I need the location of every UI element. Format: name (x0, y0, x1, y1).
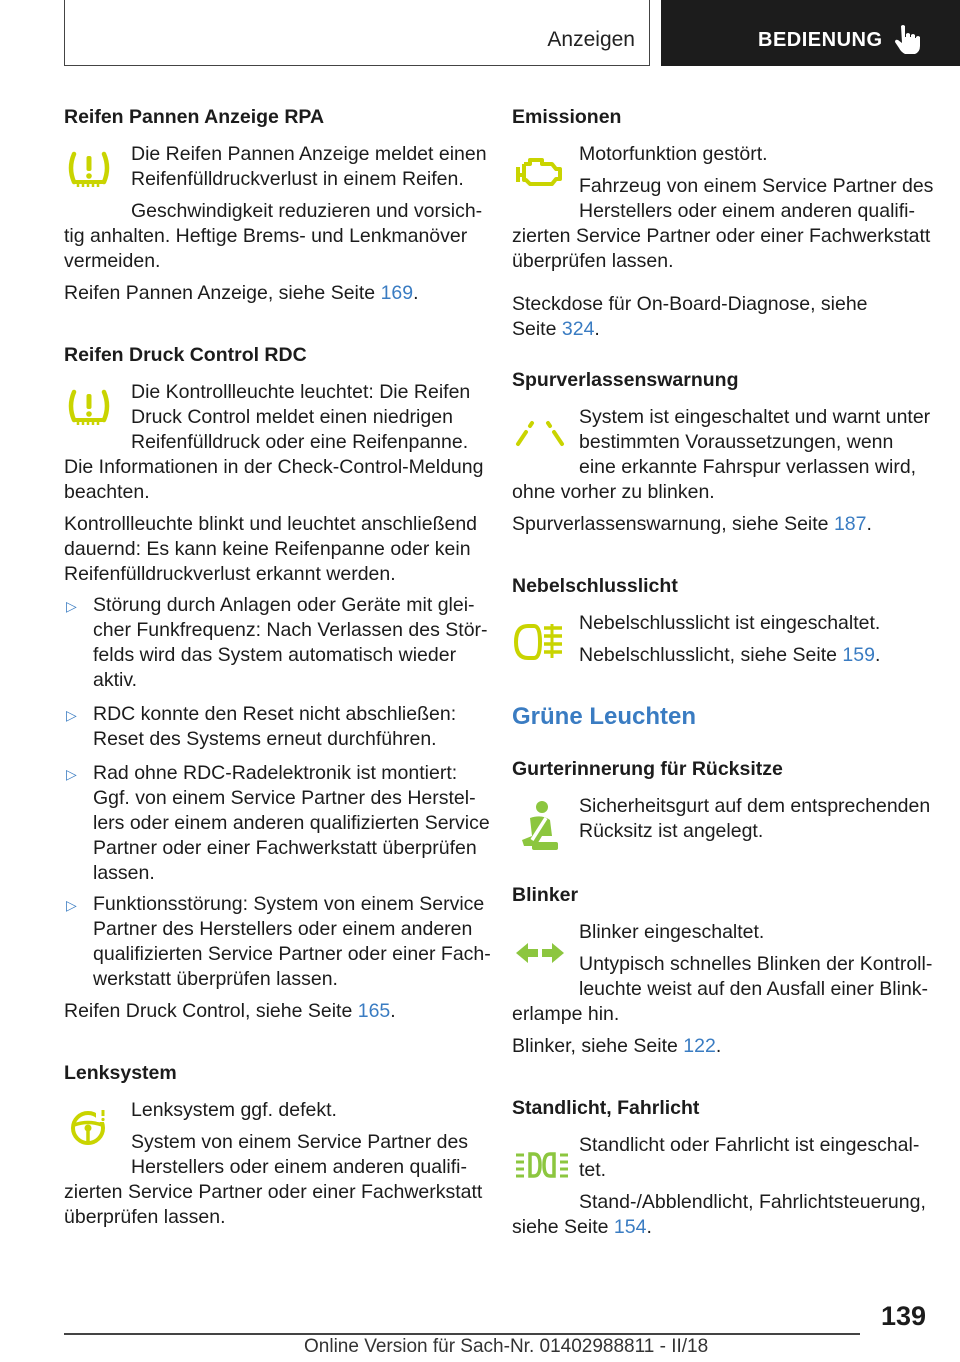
nebel-reference (579, 643, 880, 669)
rdc-bullet-3-line-3: lers oder einem anderen qualifizierten Service (93, 812, 490, 834)
gurt-heading: Gurterinnerung für Rücksitze (512, 758, 783, 780)
rdc-bullet-1-line-4: aktiv. (93, 669, 138, 691)
rdc-bullet-1-line-3: felds wird das System automatisch wieder (93, 644, 457, 666)
rdc-bullet-4-line-2: Partner des Herstellers oder einem anderen (93, 918, 473, 940)
header-chapter-title: BEDIENUNG (758, 29, 883, 51)
blink-text-2: Untypisch schnelles Blinken der Kontroll- (579, 953, 933, 975)
spur-text-2: bestimmten Voraussetzungen, wenn (579, 431, 894, 453)
emis-text-6: Steckdose für On-Board-Diagnose, siehe (512, 293, 868, 315)
nebel-heading: Nebelschlusslicht (512, 575, 678, 597)
rdc-reference (64, 999, 396, 1025)
blink-text-1: Blinker eingeschaltet. (579, 921, 765, 943)
blink-page-link[interactable]: 122 (683, 1035, 716, 1057)
rdc-text-7: dauernd: Es kann keine Reifenpanne oder kein (64, 538, 471, 560)
rpa-text-4: tig anhalten. Heftige Brems- und Lenkmanöver (64, 225, 468, 247)
emis-text-1: Motorfunktion gestört. (579, 143, 768, 165)
rdc-text-4: Die Informationen in der Check-Control-Meldung (64, 456, 484, 478)
lane-departure-icon (512, 420, 568, 450)
rdc-text-1: Die Kontrollleuchte leuchtet: Die Reifen (131, 381, 471, 403)
emis-reference-text: Seite (512, 318, 562, 340)
rdc-text-3: Reifenfülldruck oder eine Reifenpanne. (131, 431, 469, 453)
parking-light-icon (514, 1150, 570, 1180)
tire-pressure-warning-icon (66, 150, 112, 192)
rdc-bullet-3-line-5: lassen. (93, 862, 155, 884)
rdc-bullet-2-line-1: RDC konnte den Reset nicht abschließen: (93, 703, 457, 725)
rdc-text-2: Druck Control meldet einen niedrigen (131, 406, 453, 428)
emis-text-2: Fahrzeug von einem Service Partner des (579, 175, 934, 197)
rpa-text-1: Die Reifen Pannen Anzeige meldet einen (131, 143, 487, 165)
lenk-heading: Lenksystem (64, 1062, 177, 1084)
stand-reference-dot: . (646, 1216, 652, 1238)
pointing-hand-icon (893, 24, 921, 54)
page-number: 139 (880, 1301, 926, 1331)
lenk-text-5: überprüfen lassen. (64, 1206, 226, 1228)
rdc-bullet-2-line-2: Reset des Systems erneut durchführen. (93, 728, 437, 750)
bullet-icon: ▷ (66, 707, 77, 723)
spur-text-3: eine erkannte Fahrspur verlassen wird, (579, 456, 917, 478)
rdc-bullet-1-line-1: Störung durch Anlagen oder Geräte mit glei- (93, 594, 475, 616)
emis-reference-dot: . (594, 318, 600, 340)
engine-check-icon (514, 154, 564, 190)
rpa-heading: Reifen Pannen Anzeige RPA (64, 106, 325, 128)
rpa-reference (64, 281, 419, 307)
gurt-text-2: Rücksitz ist angelegt. (579, 820, 764, 842)
emis-text-5: überprüfen lassen. (512, 250, 674, 272)
spur-reference-dot: . (866, 513, 872, 535)
lenk-text-3: Herstellers oder einem anderen qualifi- (131, 1156, 468, 1178)
rdc-page-link[interactable]: 165 (357, 1000, 391, 1022)
spur-text-4: ohne vorher zu blinken. (512, 481, 715, 503)
bullet-icon: ▷ (66, 766, 77, 782)
spur-reference-text: Spurverlassenswarnung, siehe Seite (512, 513, 834, 535)
rdc-bullet-4-line-3: qualifizierten Service Partner oder einer Fach- (93, 943, 491, 965)
stand-text-3: Stand-/Abblendlicht, Fahrlichtsteuerung, (579, 1191, 926, 1213)
rdc-bullet-1-line-2: cher Funkfrequenz: Nach Verlassen des Stör- (93, 619, 488, 641)
turn-signal-icon (514, 940, 566, 966)
footer-divider (64, 1333, 860, 1335)
rdc-reference-text: Reifen Druck Control, siehe Seite (64, 1000, 358, 1022)
stand-reference-text: siehe Seite (512, 1216, 614, 1238)
rpa-page-link[interactable]: 169 (380, 282, 414, 304)
rdc-bullet-3-line-4: Partner oder einer Fachwerkstatt überprüfen (93, 837, 477, 859)
rpa-reference-text: Reifen Pannen Anzeige, siehe Seite (64, 282, 381, 304)
rdc-bullet-4-line-1: Funktionsstörung: System von einem Service (93, 893, 485, 915)
nebel-text-1: Nebelschlusslicht ist eingeschaltet. (579, 612, 881, 634)
nebel-page-link[interactable]: 159 (842, 644, 875, 666)
lenk-text-1: Lenksystem ggf. defekt. (131, 1099, 337, 1121)
steering-system-warning-icon (66, 1106, 112, 1150)
gurt-text-1: Sicherheitsgurt auf dem entsprechenden (579, 795, 931, 817)
blink-heading: Blinker (512, 884, 579, 906)
stand-page-link[interactable]: 154 (613, 1216, 647, 1238)
rdc-bullet-3-line-1: Rad ohne RDC-Radelektronik ist montiert: (93, 762, 458, 784)
stand-text-1: Standlicht oder Fahrlicht ist eingeschal- (579, 1134, 920, 1156)
lenk-text-4: zierten Service Partner oder einer Fachwerkstatt (64, 1181, 483, 1203)
rpa-text-2: Reifenfülldruckverlust in einem Reifen. (131, 168, 464, 190)
header-section-title: Anzeigen (547, 28, 635, 51)
rdc-heading: Reifen Druck Control RDC (64, 344, 307, 366)
emis-heading: Emissionen (512, 106, 622, 128)
rpa-reference-dot: . (413, 282, 419, 304)
emis-page-link[interactable]: 324 (561, 318, 595, 340)
seatbelt-icon (516, 800, 562, 852)
footer-text: Online Version für Sach-Nr. 01402988811 - II/18 (304, 1336, 709, 1357)
emis-text-3: Herstellers oder einem anderen qualifi- (579, 200, 916, 222)
bullet-icon: ▷ (66, 897, 77, 913)
header-chapter-tab (661, 0, 960, 66)
tire-pressure-control-icon (66, 388, 112, 430)
rdc-bullet-4-line-4: werkstatt überprüfen lassen. (93, 968, 338, 990)
rdc-text-5: beachten. (64, 481, 150, 503)
spur-page-link[interactable]: 187 (833, 513, 867, 535)
spur-heading: Spurverlassenswarnung (512, 369, 739, 391)
emis-reference (512, 317, 600, 343)
rpa-text-3: Geschwindigkeit reduzieren und vorsich- (131, 200, 483, 222)
stand-reference (512, 1215, 652, 1241)
blink-reference-text: Blinker, siehe Seite (512, 1035, 684, 1057)
blink-text-3: leuchte weist auf den Ausfall einer Blink- (579, 978, 929, 1000)
spur-text-1: System ist eingeschaltet und warnt unter (579, 406, 931, 428)
blink-reference (512, 1034, 721, 1060)
nebel-reference-dot: . (874, 644, 881, 666)
blink-text-4: erlampe hin. (512, 1003, 620, 1025)
emis-text-4: zierten Service Partner oder einer Fachwerkstatt (512, 225, 931, 247)
bullet-icon: ▷ (66, 598, 77, 614)
rdc-text-8: Reifenfülldruckverlust erkannt werden. (64, 563, 396, 585)
stand-text-2: tet. (579, 1159, 607, 1181)
lenk-text-2: System von einem Service Partner des (131, 1131, 469, 1153)
rdc-reference-dot: . (390, 1000, 396, 1022)
rdc-text-6: Kontrollleuchte blinkt und leuchtet anschließend (64, 513, 478, 535)
rdc-bullet-3-line-2: Ggf. von einem Service Partner des Herstel- (93, 787, 476, 809)
nebel-reference-text: Nebelschlusslicht, siehe Seite (579, 644, 843, 666)
spur-reference (512, 512, 872, 538)
blink-reference-dot: . (715, 1035, 722, 1057)
section-heading-gruene-leuchten: Grüne Leuchten (512, 703, 697, 730)
rpa-text-5: vermeiden. (64, 250, 161, 272)
stand-heading: Standlicht, Fahrlicht (512, 1097, 700, 1119)
header-section-box (64, 0, 650, 66)
rear-fog-light-icon (514, 620, 566, 664)
